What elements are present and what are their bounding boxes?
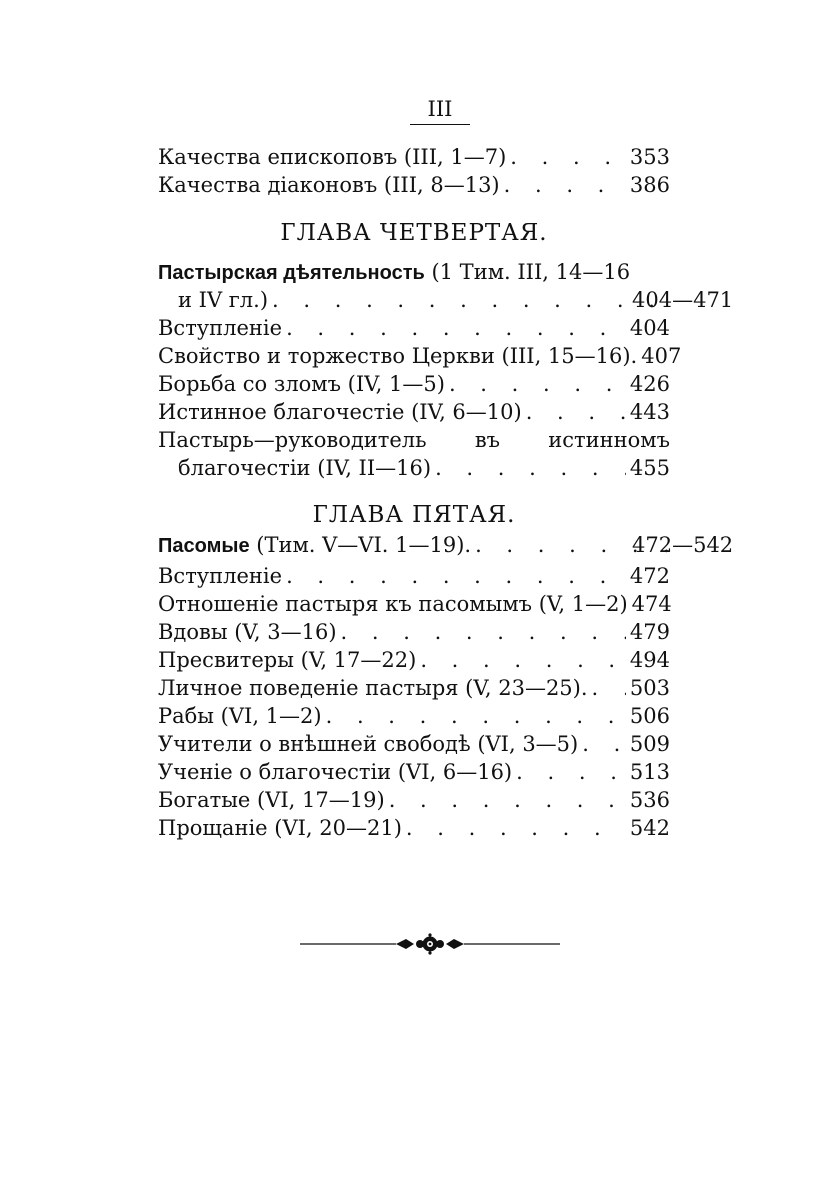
toc-entry <box>158 786 670 814</box>
entry-title: Истинное благочестіе (IV, 6—10) <box>158 400 522 424</box>
toc-entry-continuation <box>178 454 670 482</box>
entry-title: Вступленіе <box>158 564 283 588</box>
toc-entry <box>158 702 670 730</box>
section-entry <box>158 258 670 286</box>
toc-entry <box>158 730 670 758</box>
toc-entry <box>158 674 670 702</box>
dot-leader <box>282 314 626 342</box>
dot-leader <box>522 398 626 426</box>
section-entry-continuation <box>178 286 734 314</box>
entry-page: 542 <box>629 816 670 840</box>
dot-leader <box>282 562 626 590</box>
entry-page: 386 <box>629 173 670 197</box>
page-number: III <box>427 97 453 121</box>
entry-title: Ученіе о благочестіи (VI, 6—16) <box>158 760 513 784</box>
entry-title: Вступленіе <box>158 316 283 340</box>
section-reference: (Тим. V—VI. 1—19). <box>249 533 472 557</box>
dot-leader <box>402 814 626 842</box>
toc-entry <box>158 171 670 199</box>
entry-page: 509 <box>629 732 670 756</box>
toc-entry <box>158 646 670 674</box>
entry-title: Качества діаконовъ (III, 8—13) <box>158 173 500 197</box>
dot-leader <box>506 143 626 171</box>
entry-title: Борьба со зломъ (IV, 1—5) <box>158 372 445 396</box>
section-reference: (1 Тим. III, 14—16 <box>424 260 631 284</box>
dot-leader <box>322 702 626 730</box>
entry-title: и IV гл.) <box>178 288 269 312</box>
entry-page: 407 <box>641 344 682 368</box>
dot-leader <box>268 286 670 314</box>
entry-page: 513 <box>629 760 670 784</box>
entry-page: 494 <box>629 648 670 672</box>
dot-leader <box>578 730 626 758</box>
chapter-heading: ГЛАВА ПЯТАЯ. <box>312 502 516 528</box>
page-number-rule <box>410 124 470 125</box>
dot-leader <box>445 370 626 398</box>
entry-page: 443 <box>629 400 670 424</box>
entry-title: Рабы (VI, 1—2) <box>158 704 322 728</box>
entry-word: въ <box>474 428 501 452</box>
toc-entry <box>158 562 670 590</box>
entry-title: Прощаніе (VI, 20—21) <box>158 816 402 840</box>
toc-entry <box>158 314 670 342</box>
entry-page: 506 <box>629 704 670 728</box>
entry-page-range: 404—471 <box>632 288 734 312</box>
toc-entry <box>158 143 670 171</box>
dot-leader <box>337 618 626 646</box>
dot-leader <box>588 674 626 702</box>
dot-leader <box>500 171 626 199</box>
toc-entry <box>158 814 670 842</box>
entry-page-range: 472—542 <box>632 533 734 557</box>
entry-title: Отношеніе пастыря къ пасомымъ (V, 1—2) <box>158 592 628 616</box>
entry-title: Свойство и торжество Церкви (III, 15—16). <box>158 344 638 368</box>
entry-page: 474 <box>631 592 672 616</box>
toc-entry <box>158 758 670 786</box>
ornament-divider-icon <box>300 932 560 956</box>
entry-title: Личное поведеніе пастыря (V, 23—25). <box>158 676 588 700</box>
toc-entry <box>158 618 670 646</box>
toc-entry <box>158 342 682 370</box>
entry-page: 353 <box>629 145 670 169</box>
entry-page: 472 <box>629 564 670 588</box>
entry-page: 426 <box>629 372 670 396</box>
dot-leader <box>416 646 626 674</box>
entry-page: 536 <box>629 788 670 812</box>
toc-entry <box>158 398 670 426</box>
entry-title: Богатые (VI, 17—19) <box>158 788 385 812</box>
section-title: Пастырская дѣятельность <box>158 262 425 284</box>
toc-entry <box>158 370 670 398</box>
entry-title: благочестіи (IV, II—16) <box>178 456 432 480</box>
toc-entry <box>158 590 670 618</box>
entry-page: 455 <box>629 456 670 480</box>
section-entry <box>158 531 734 559</box>
toc-entry-spread <box>158 426 670 454</box>
entry-word: истинномъ <box>548 428 670 452</box>
entry-title: Качества епископовъ (III, 1—7) <box>158 145 507 169</box>
entry-page: 503 <box>629 676 670 700</box>
entry-page: 479 <box>629 620 670 644</box>
dot-leader <box>385 786 626 814</box>
entry-title: Учители о внѣшней свободѣ (VI, 3—5) <box>158 732 579 756</box>
entry-title: Вдовы (V, 3—16) <box>158 620 337 644</box>
section-title: Пасомые <box>158 535 250 557</box>
dot-leader <box>512 758 626 786</box>
entry-page: 404 <box>629 316 670 340</box>
chapter-heading: ГЛАВА ЧЕТВЕРТАЯ. <box>280 220 548 246</box>
entry-word: Пастырь—руководитель <box>158 428 427 452</box>
dot-leader <box>431 454 626 482</box>
entry-title: Пресвитеры (V, 17—22) <box>158 648 417 672</box>
